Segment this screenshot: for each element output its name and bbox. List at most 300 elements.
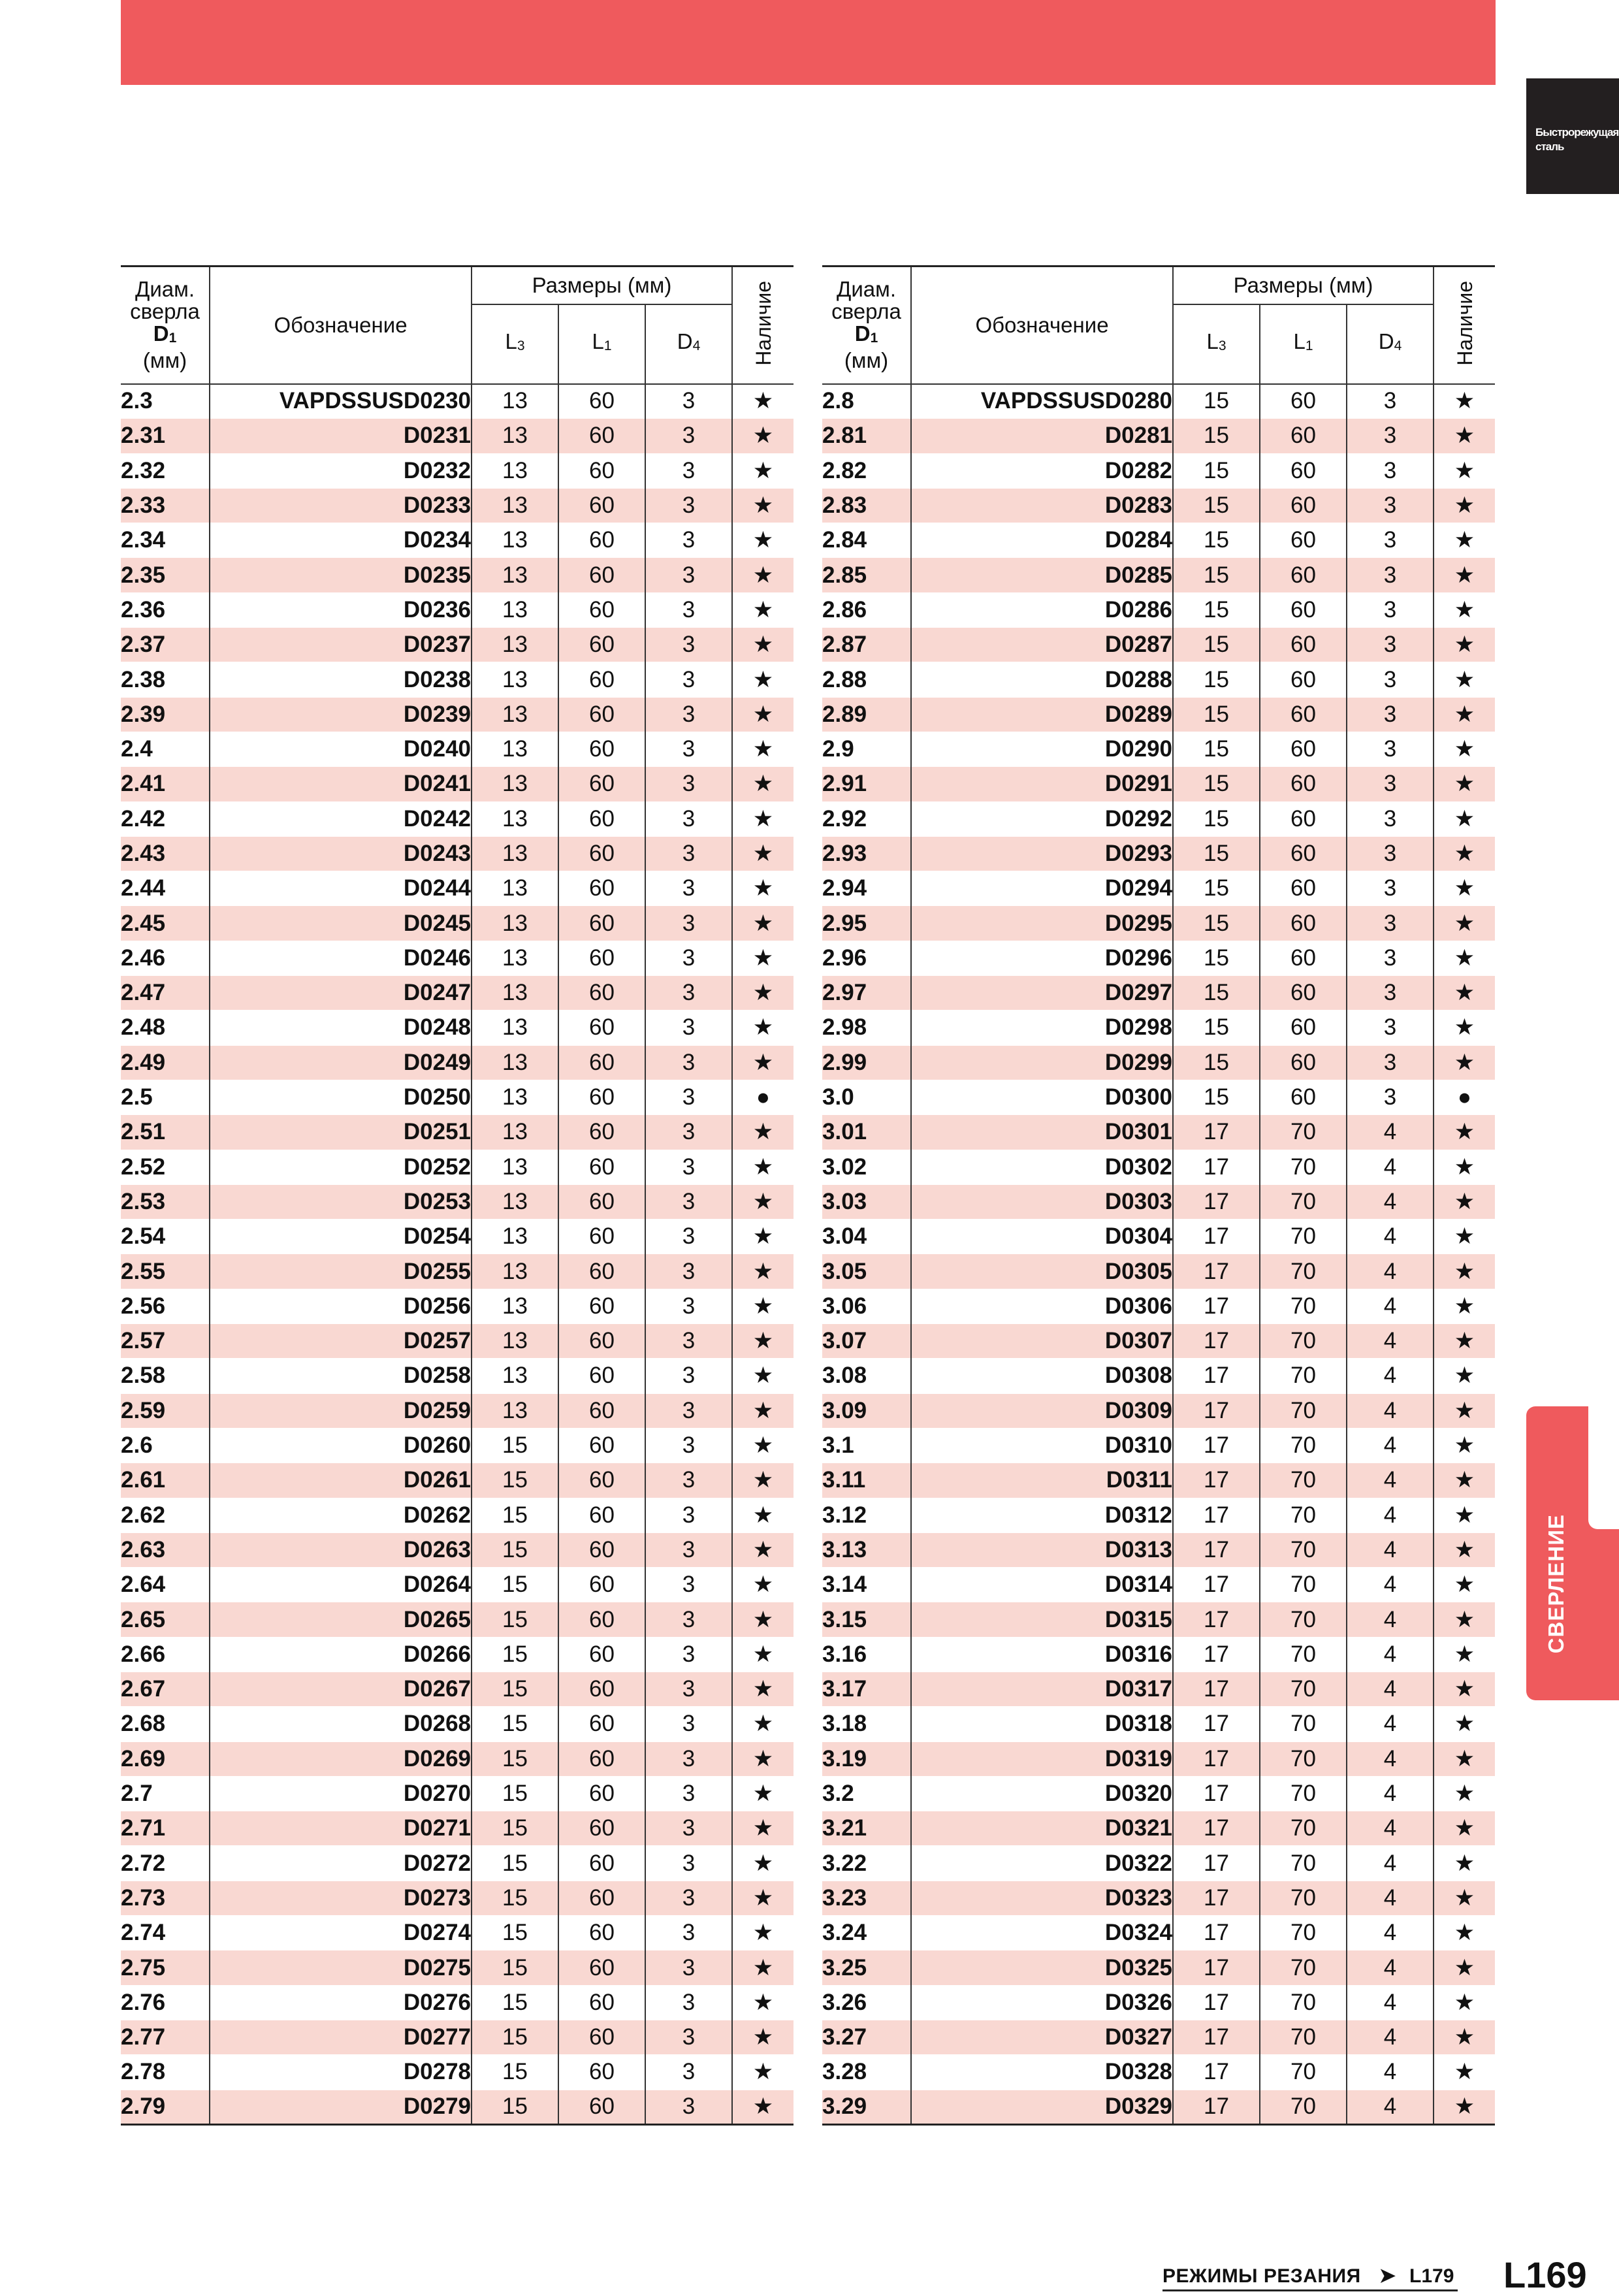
cell-l1: 60 [558, 2020, 645, 2054]
cell-diameter: 2.5 [121, 1080, 210, 1114]
table-row [822, 419, 1495, 453]
cell-designation: D0270 [210, 1776, 472, 1811]
cell-diameter: 3.07 [822, 1324, 911, 1359]
cell-availability: ★ [1434, 1359, 1495, 1393]
cell-diameter: 2.85 [822, 558, 911, 592]
cell-d4: 4 [1347, 2055, 1434, 2090]
table-row [822, 941, 1495, 975]
cell-diameter: 2.55 [121, 1254, 210, 1289]
cell-designation: VAPDSSUSD0280 [911, 384, 1173, 419]
cell-designation: D0244 [210, 871, 472, 906]
cell-l1: 70 [1260, 1637, 1347, 1672]
table-row [822, 836, 1495, 871]
cell-d4: 4 [1347, 1950, 1434, 1985]
table-row [121, 767, 793, 801]
cell-l1: 60 [558, 1672, 645, 1706]
cell-designation: D0269 [210, 1741, 472, 1776]
cell-diameter: 2.44 [121, 871, 210, 906]
table-row [121, 906, 793, 941]
cell-availability: ★ [732, 1011, 793, 1045]
cell-diameter: 2.61 [121, 1463, 210, 1498]
cell-l1: 60 [1260, 871, 1347, 906]
cell-d4: 3 [1347, 453, 1434, 488]
table-row [121, 523, 793, 558]
cell-designation: D0291 [911, 767, 1173, 801]
cell-l1: 60 [558, 628, 645, 662]
cell-l1: 60 [1260, 767, 1347, 801]
cell-l1: 70 [1260, 1184, 1347, 1219]
table-row [822, 2055, 1495, 2090]
cell-diameter: 3.28 [822, 2055, 911, 2090]
cell-designation: D0252 [210, 1150, 472, 1184]
cell-designation: D0282 [911, 453, 1173, 488]
cell-l1: 60 [558, 1184, 645, 1219]
cell-designation: D0297 [911, 976, 1173, 1011]
cell-designation: D0249 [210, 1045, 472, 1080]
cell-designation: D0246 [210, 941, 472, 975]
cell-availability: ★ [732, 1707, 793, 1741]
table-row [822, 767, 1495, 801]
table-row [121, 1532, 793, 1567]
cell-l1: 60 [558, 1463, 645, 1498]
cell-availability: ★ [732, 1359, 793, 1393]
table-row [822, 523, 1495, 558]
cell-l3: 17 [1173, 1289, 1260, 1323]
header-l3: $L_3$ [472, 304, 558, 384]
cell-l3: 13 [472, 662, 558, 697]
cell-designation: D0281 [911, 419, 1173, 453]
cell-l3: 17 [1173, 1220, 1260, 1254]
cell-l3: 17 [1173, 1776, 1260, 1811]
cell-availability: ★ [732, 1916, 793, 1950]
cell-l1: 70 [1260, 2090, 1347, 2124]
table-row [822, 1393, 1495, 1428]
cell-designation: D0231 [210, 419, 472, 453]
header-d4: $D_4$ [1347, 304, 1434, 384]
cell-diameter: 2.42 [121, 801, 210, 836]
table-row [121, 1463, 793, 1498]
cell-designation: D0240 [210, 732, 472, 766]
cell-l3: 17 [1173, 1463, 1260, 1498]
cell-l1: 60 [558, 976, 645, 1011]
cell-availability: ★ [1434, 1811, 1495, 1846]
cell-designation: D0321 [911, 1811, 1173, 1846]
cell-availability: ★ [1434, 2090, 1495, 2124]
cell-availability: ★ [1434, 1150, 1495, 1184]
table-row [121, 1881, 793, 1915]
header-diameter: Диам. сверла $D_1$ (мм) [121, 267, 210, 384]
cutting-modes-ref[interactable]: L179 [1409, 2265, 1454, 2287]
cell-availability: ★ [1434, 1254, 1495, 1289]
cell-l3: 13 [472, 1220, 558, 1254]
cell-l3: 15 [1173, 697, 1260, 732]
table-row [121, 2020, 793, 2054]
cell-d4: 4 [1347, 2020, 1434, 2054]
cell-diameter: 2.48 [121, 1011, 210, 1045]
category-tab[interactable] [1526, 78, 1619, 194]
cell-diameter: 3.11 [822, 1463, 911, 1498]
cell-l3: 15 [1173, 767, 1260, 801]
cell-d4: 3 [645, 1602, 732, 1637]
cell-l3: 15 [1173, 662, 1260, 697]
cell-l1: 70 [1260, 1498, 1347, 1532]
cell-d4: 4 [1347, 1985, 1434, 2020]
table-row [822, 2020, 1495, 2054]
cell-availability: ★ [732, 1324, 793, 1359]
cell-availability: ★ [732, 1428, 793, 1463]
cell-diameter: 2.99 [822, 1045, 911, 1080]
cell-designation: D0256 [210, 1289, 472, 1323]
cell-l1: 70 [1260, 1393, 1347, 1428]
cell-d4: 3 [645, 1428, 732, 1463]
cell-l3: 13 [472, 836, 558, 871]
cell-l3: 15 [1173, 628, 1260, 662]
cell-diameter: 3.17 [822, 1672, 911, 1706]
cell-designation: D0236 [210, 592, 472, 627]
cell-d4: 3 [1347, 1011, 1434, 1045]
cell-availability: ★ [1434, 419, 1495, 453]
table-row [121, 592, 793, 627]
cell-d4: 4 [1347, 1463, 1434, 1498]
cell-designation: D0327 [911, 2020, 1173, 2054]
cell-d4: 4 [1347, 1359, 1434, 1393]
cell-designation: D0308 [911, 1359, 1173, 1393]
cell-d4: 3 [645, 1324, 732, 1359]
cutting-modes-link[interactable]: РЕЖИМЫ РЕЗАНИЯ [1162, 2265, 1361, 2287]
cell-designation: D0263 [210, 1532, 472, 1567]
table-row [822, 1672, 1495, 1706]
cell-l3: 17 [1173, 1811, 1260, 1846]
cell-d4: 3 [1347, 384, 1434, 419]
cell-l1: 60 [1260, 419, 1347, 453]
cell-diameter: 2.75 [121, 1950, 210, 1985]
cell-designation: D0312 [911, 1498, 1173, 1532]
table-row [822, 1011, 1495, 1045]
cell-availability: ★ [1434, 976, 1495, 1011]
cell-availability: ★ [1434, 767, 1495, 801]
cell-l1: 60 [1260, 732, 1347, 766]
header-diameter: Диам. сверла $D_1$ (мм) [822, 267, 911, 384]
cell-d4: 3 [645, 1359, 732, 1393]
cell-d4: 4 [1347, 1324, 1434, 1359]
cell-availability: ★ [1434, 871, 1495, 906]
cell-designation: D0303 [911, 1184, 1173, 1219]
page-number: L169 [1503, 2254, 1587, 2295]
table-row [822, 2090, 1495, 2124]
cell-diameter: 3.18 [822, 1707, 911, 1741]
cell-designation: D0292 [911, 801, 1173, 836]
cell-l3: 15 [472, 1568, 558, 1602]
cell-l3: 13 [472, 1115, 558, 1150]
cell-d4: 4 [1347, 1776, 1434, 1811]
cell-d4: 3 [645, 2020, 732, 2054]
drill-table-left [121, 265, 793, 2126]
cell-diameter: 2.78 [121, 2055, 210, 2090]
cell-l3: 15 [472, 1950, 558, 1985]
cell-designation: D0258 [210, 1359, 472, 1393]
cell-l3: 13 [472, 871, 558, 906]
cell-l3: 15 [1173, 488, 1260, 523]
cell-l1: 60 [558, 697, 645, 732]
table-row [121, 1846, 793, 1881]
cell-designation: D0243 [210, 836, 472, 871]
cell-l1: 60 [558, 662, 645, 697]
cell-diameter: 2.31 [121, 419, 210, 453]
cell-l3: 17 [1173, 1846, 1260, 1881]
cell-d4: 3 [1347, 836, 1434, 871]
cell-diameter: 3.2 [822, 1776, 911, 1811]
cell-d4: 4 [1347, 1811, 1434, 1846]
cell-designation: D0242 [210, 801, 472, 836]
cell-l3: 15 [472, 1916, 558, 1950]
cell-diameter: 2.36 [121, 592, 210, 627]
cell-availability: ● [1434, 1080, 1495, 1114]
cell-l1: 60 [558, 1881, 645, 1915]
cell-l3: 17 [1173, 1532, 1260, 1567]
table-row [121, 1707, 793, 1741]
table-row [822, 1045, 1495, 1080]
table-row [822, 592, 1495, 627]
table-row [121, 2055, 793, 2090]
cell-availability: ★ [1434, 1881, 1495, 1915]
table-row [822, 488, 1495, 523]
header-l1: $L_1$ [1260, 304, 1347, 384]
cell-diameter: 2.87 [822, 628, 911, 662]
cell-designation: D0259 [210, 1393, 472, 1428]
cell-designation: D0322 [911, 1846, 1173, 1881]
cell-designation: D0239 [210, 697, 472, 732]
cell-d4: 4 [1347, 1881, 1434, 1915]
table-row [121, 1150, 793, 1184]
drill-table-right [822, 265, 1495, 2126]
cell-d4: 4 [1347, 1707, 1434, 1741]
table-row [822, 384, 1495, 419]
cell-availability: ★ [1434, 1184, 1495, 1219]
cell-l1: 60 [1260, 976, 1347, 1011]
cell-diameter: 2.52 [121, 1150, 210, 1184]
cell-designation: D0271 [210, 1811, 472, 1846]
cell-l1: 60 [558, 906, 645, 941]
cell-designation: D0299 [911, 1045, 1173, 1080]
table-row [822, 1532, 1495, 1567]
cell-l1: 60 [558, 1220, 645, 1254]
cell-designation: D0304 [911, 1220, 1173, 1254]
cell-l3: 13 [472, 1080, 558, 1114]
cell-diameter: 2.45 [121, 906, 210, 941]
cell-availability: ★ [1434, 1916, 1495, 1950]
cell-l1: 70 [1260, 1776, 1347, 1811]
table-row [121, 801, 793, 836]
cell-l1: 60 [558, 1324, 645, 1359]
table-row [121, 836, 793, 871]
cell-availability: ★ [732, 1950, 793, 1985]
cell-l1: 60 [558, 801, 645, 836]
cell-d4: 3 [645, 488, 732, 523]
table-row [121, 1220, 793, 1254]
table-row [822, 1741, 1495, 1776]
cell-diameter: 2.46 [121, 941, 210, 975]
cell-l3: 15 [472, 1811, 558, 1846]
cell-diameter: 3.02 [822, 1150, 911, 1184]
cell-l1: 60 [558, 1498, 645, 1532]
cell-l1: 70 [1260, 2020, 1347, 2054]
cell-diameter: 3.04 [822, 1220, 911, 1254]
cell-diameter: 2.34 [121, 523, 210, 558]
table-row [121, 1985, 793, 2020]
cell-l1: 60 [558, 1568, 645, 1602]
cell-l3: 15 [1173, 941, 1260, 975]
cell-diameter: 2.54 [121, 1220, 210, 1254]
cell-availability: ★ [1434, 628, 1495, 662]
cell-d4: 3 [645, 1568, 732, 1602]
cell-l3: 13 [472, 1254, 558, 1289]
cell-designation: D0293 [911, 836, 1173, 871]
cell-l1: 70 [1260, 1254, 1347, 1289]
table-row [121, 662, 793, 697]
cell-l1: 60 [558, 1741, 645, 1776]
cell-designation: D0323 [911, 1881, 1173, 1915]
table-row [822, 1776, 1495, 1811]
cell-designation: D0300 [911, 1080, 1173, 1114]
cell-d4: 3 [1347, 1080, 1434, 1114]
cell-diameter: 2.39 [121, 697, 210, 732]
cell-diameter: 2.74 [121, 1916, 210, 1950]
table-row [121, 732, 793, 766]
cell-l1: 60 [558, 1985, 645, 2020]
cell-designation: D0285 [911, 558, 1173, 592]
cell-availability: ★ [1434, 1602, 1495, 1637]
cell-diameter: 2.76 [121, 1985, 210, 2020]
cell-availability: ★ [732, 871, 793, 906]
cell-diameter: 2.33 [121, 488, 210, 523]
cell-availability: ★ [1434, 1115, 1495, 1150]
cell-d4: 3 [645, 1463, 732, 1498]
cell-designation: D0266 [210, 1637, 472, 1672]
cell-l3: 15 [1173, 453, 1260, 488]
cell-designation: D0302 [911, 1150, 1173, 1184]
cell-d4: 3 [1347, 732, 1434, 766]
cell-l3: 15 [1173, 523, 1260, 558]
cell-diameter: 3.01 [822, 1115, 911, 1150]
cell-l3: 15 [472, 2020, 558, 2054]
table-row [822, 1811, 1495, 1846]
cell-designation: D0306 [911, 1289, 1173, 1323]
cell-diameter: 2.89 [822, 697, 911, 732]
cell-d4: 3 [645, 1254, 732, 1289]
cell-l3: 17 [1173, 1950, 1260, 1985]
table-row [121, 419, 793, 453]
cell-l1: 60 [1260, 628, 1347, 662]
table-row [121, 1359, 793, 1393]
table-row [121, 1428, 793, 1463]
cell-designation: D0320 [911, 1776, 1173, 1811]
cell-availability: ★ [732, 662, 793, 697]
cell-l1: 60 [1260, 592, 1347, 627]
cell-diameter: 2.64 [121, 1568, 210, 1602]
cell-l3: 13 [472, 1289, 558, 1323]
cell-designation: D0294 [911, 871, 1173, 906]
cell-l1: 70 [1260, 1324, 1347, 1359]
cell-d4: 3 [645, 1672, 732, 1706]
cell-diameter: 2.4 [121, 732, 210, 766]
cell-l3: 13 [472, 1359, 558, 1393]
cell-l3: 15 [1173, 592, 1260, 627]
cell-availability: ★ [1434, 1011, 1495, 1045]
cell-availability: ★ [732, 384, 793, 419]
cell-availability: ★ [732, 1985, 793, 2020]
cell-availability: ★ [1434, 697, 1495, 732]
table-row [121, 1045, 793, 1080]
header-dimensions: Размеры (мм) [1173, 267, 1434, 304]
cell-availability: ★ [732, 906, 793, 941]
table-row [822, 1602, 1495, 1637]
cell-designation: D0276 [210, 1985, 472, 2020]
cell-diameter: 3.08 [822, 1359, 911, 1393]
cell-diameter: 2.93 [822, 836, 911, 871]
table-row [121, 871, 793, 906]
cell-diameter: 2.77 [121, 2020, 210, 2054]
cell-d4: 3 [645, 1985, 732, 2020]
cell-designation: VAPDSSUSD0230 [210, 384, 472, 419]
cell-designation: D0272 [210, 1846, 472, 1881]
cell-availability: ★ [1434, 662, 1495, 697]
cell-l1: 70 [1260, 1289, 1347, 1323]
cell-l3: 15 [1173, 1080, 1260, 1114]
cell-d4: 3 [1347, 767, 1434, 801]
cell-diameter: 2.49 [121, 1045, 210, 1080]
cell-d4: 3 [645, 976, 732, 1011]
cell-l1: 60 [1260, 906, 1347, 941]
cell-diameter: 2.88 [822, 662, 911, 697]
cell-availability: ★ [1434, 592, 1495, 627]
cell-l3: 15 [1173, 836, 1260, 871]
cell-d4: 4 [1347, 2090, 1434, 2124]
table-row [822, 1498, 1495, 1532]
cell-l3: 15 [472, 1741, 558, 1776]
cell-availability: ★ [1434, 558, 1495, 592]
cell-designation: D0253 [210, 1184, 472, 1219]
cell-l1: 70 [1260, 1602, 1347, 1637]
cell-d4: 3 [645, 1811, 732, 1846]
cell-d4: 3 [645, 1393, 732, 1428]
cell-l3: 15 [1173, 906, 1260, 941]
table-row [121, 2090, 793, 2124]
cell-availability: ★ [732, 453, 793, 488]
cell-designation: D0247 [210, 976, 472, 1011]
cell-designation: D0238 [210, 662, 472, 697]
cell-l1: 60 [1260, 453, 1347, 488]
cell-l3: 17 [1173, 1568, 1260, 1602]
cell-designation: D0298 [911, 1011, 1173, 1045]
cell-d4: 4 [1347, 1672, 1434, 1706]
table-row [121, 1184, 793, 1219]
cell-designation: D0301 [911, 1115, 1173, 1150]
cell-availability: ★ [1434, 1498, 1495, 1532]
cell-d4: 3 [1347, 419, 1434, 453]
cell-l3: 15 [1173, 384, 1260, 419]
cell-diameter: 2.37 [121, 628, 210, 662]
cell-d4: 3 [1347, 662, 1434, 697]
cell-availability: ★ [732, 1672, 793, 1706]
table-row [822, 1080, 1495, 1114]
cell-availability: ★ [1434, 1324, 1495, 1359]
cell-availability: ★ [732, 1881, 793, 1915]
cell-diameter: 2.7 [121, 1776, 210, 1811]
cell-d4: 4 [1347, 1393, 1434, 1428]
table-row [121, 941, 793, 975]
cell-diameter: 3.09 [822, 1393, 911, 1428]
cell-l3: 15 [472, 1707, 558, 1741]
